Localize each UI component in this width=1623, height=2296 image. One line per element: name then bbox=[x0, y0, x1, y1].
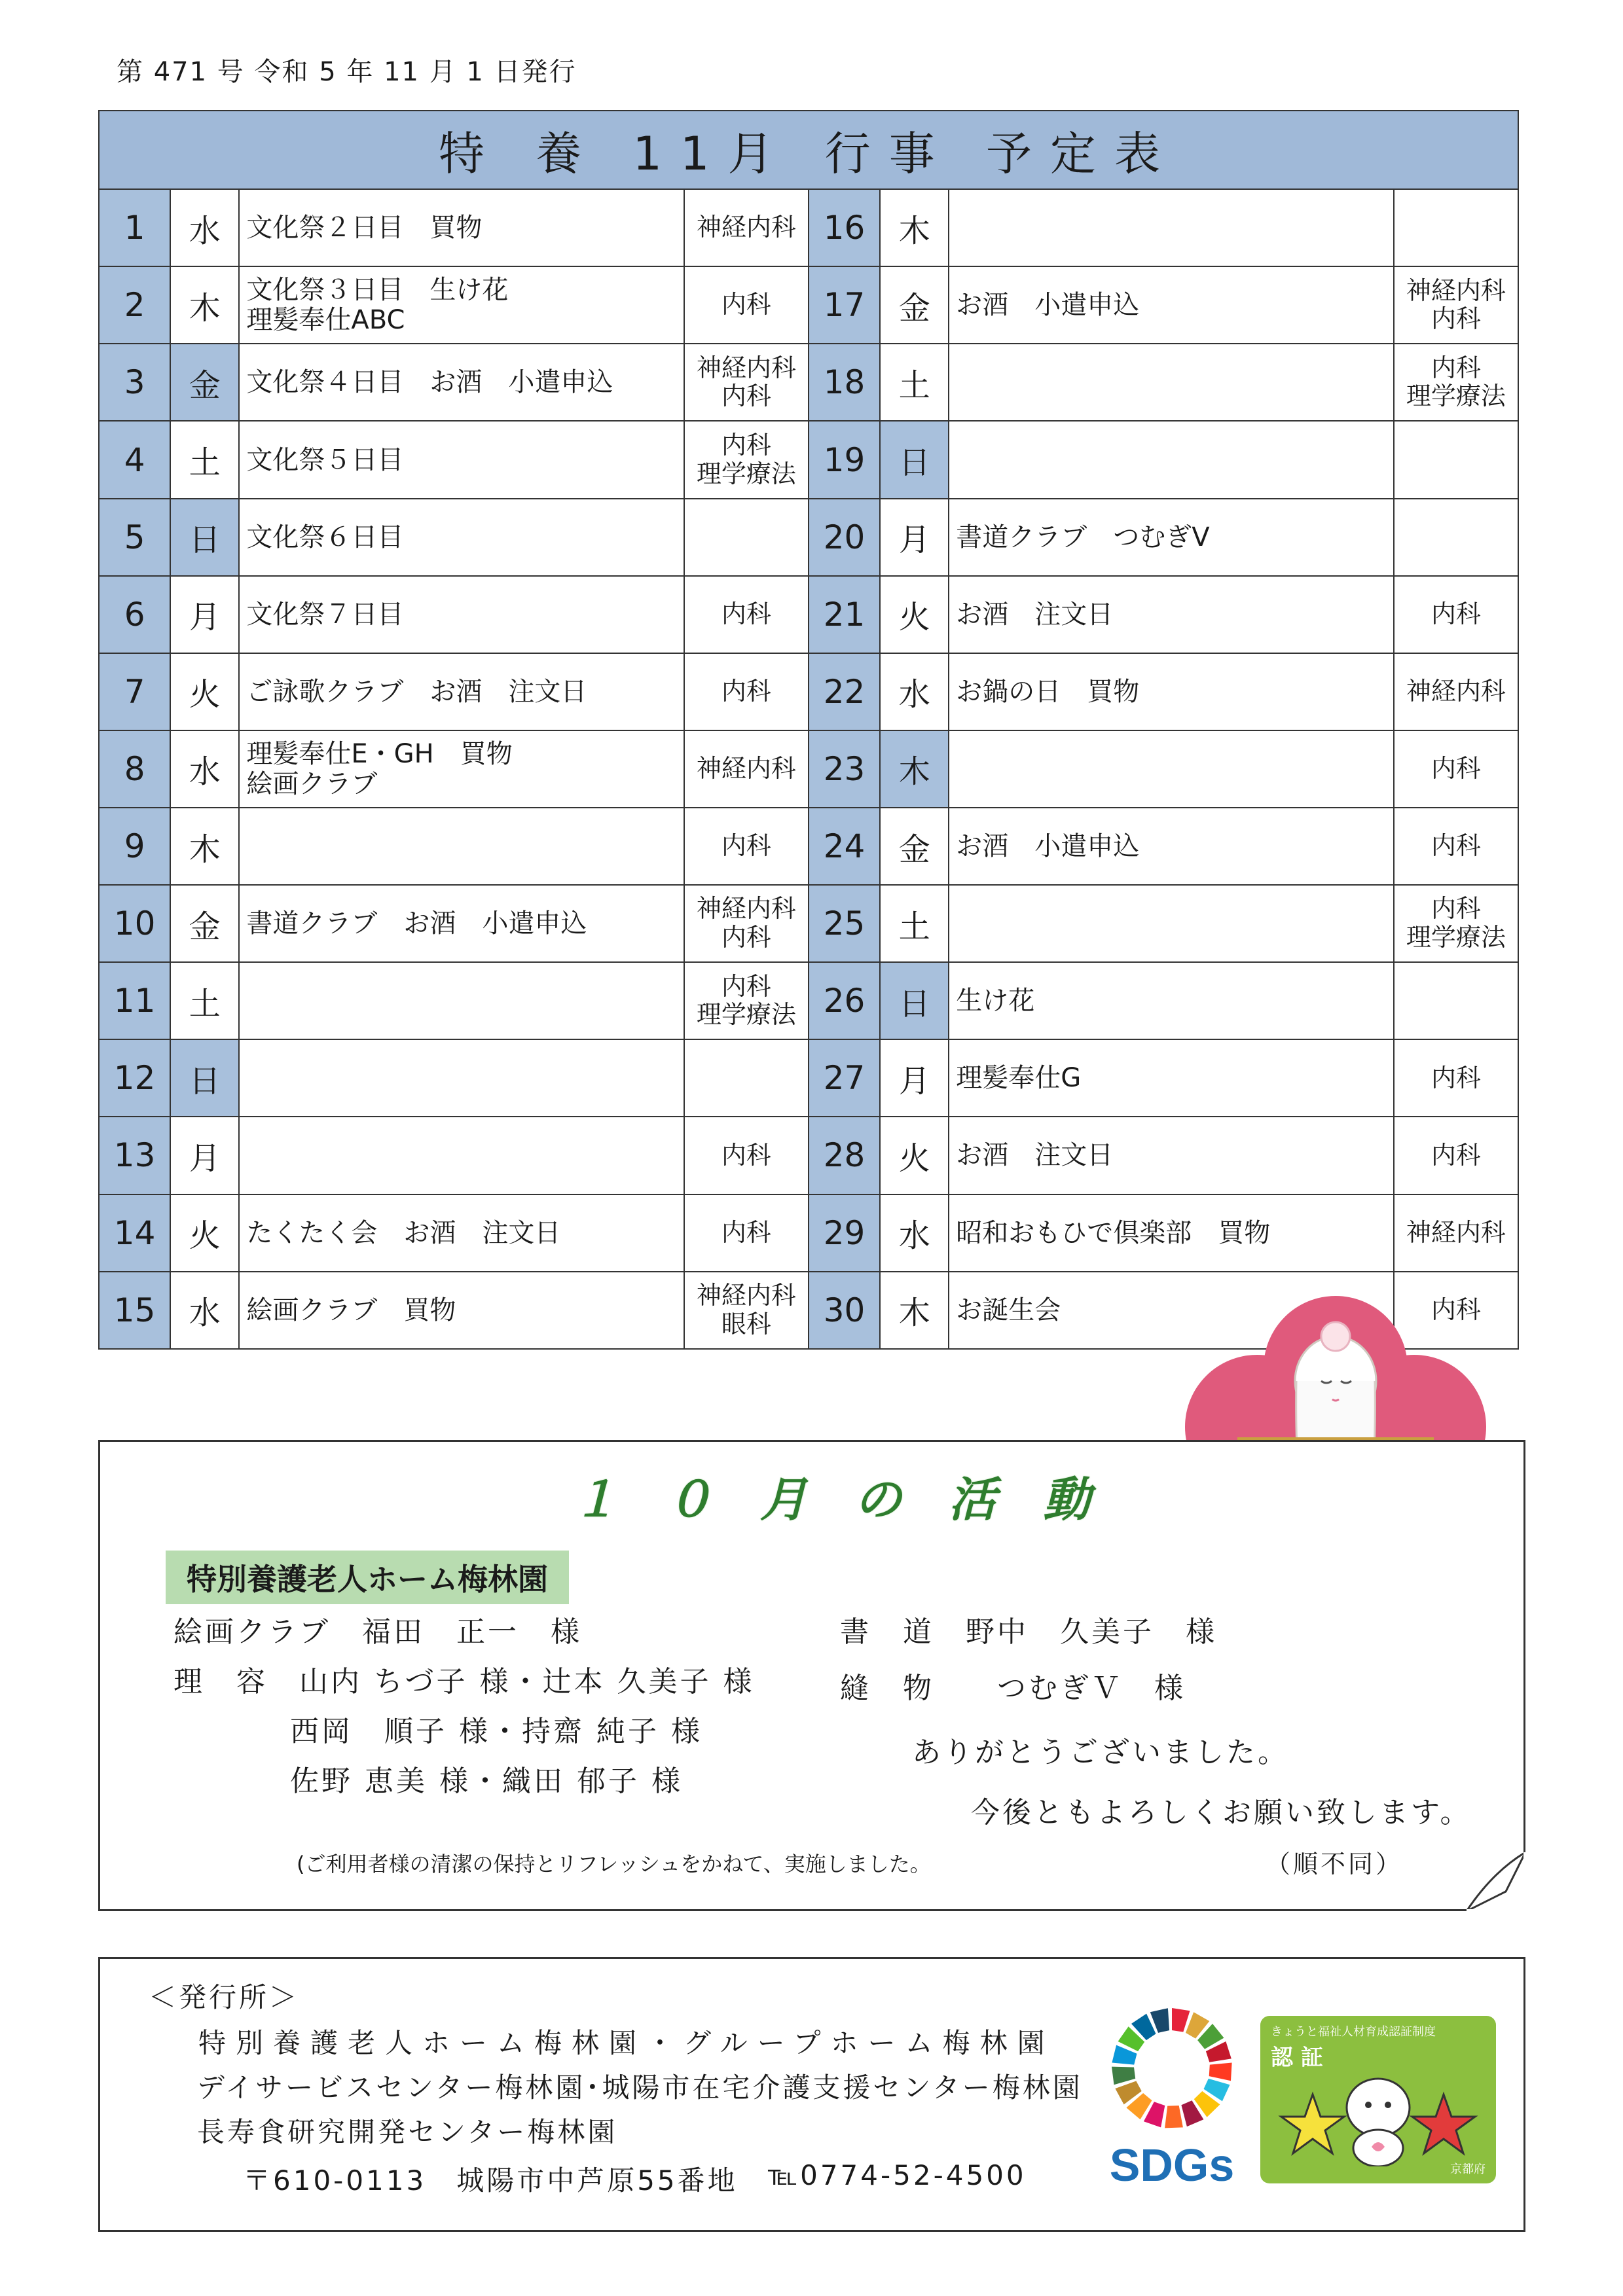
day-number: 25 bbox=[809, 885, 880, 962]
weekday: 月 bbox=[880, 1039, 949, 1117]
event-text: 昭和おもひで倶楽部 買物 bbox=[956, 1217, 1271, 1248]
day-number: 20 bbox=[809, 499, 880, 576]
event-cell bbox=[949, 421, 1393, 498]
event-cell bbox=[949, 189, 1393, 266]
event-cell bbox=[239, 266, 684, 344]
medical-cell bbox=[1394, 962, 1518, 1039]
day-number: 12 bbox=[99, 1039, 170, 1117]
event-cell bbox=[239, 1194, 684, 1272]
medical-cell bbox=[684, 344, 809, 421]
event-cell bbox=[949, 653, 1393, 730]
activity-line-calligraphy: 書 道 野中 久美子 様 bbox=[840, 1615, 1217, 1649]
day-number: 15 bbox=[99, 1272, 170, 1349]
medical-text: 内科 bbox=[1431, 894, 1481, 924]
medical-text: 内科 bbox=[1431, 304, 1481, 334]
event-text: ご詠歌クラブ お酒 注文日 bbox=[246, 676, 587, 707]
thanks-line: ありがとうございました。 bbox=[912, 1736, 1289, 1769]
medical-cell bbox=[1394, 885, 1518, 962]
event-cell bbox=[949, 266, 1393, 344]
event-text: 絵画クラブ 買物 bbox=[246, 1295, 456, 1325]
schedule-row bbox=[99, 421, 1518, 498]
activity-line-barber-3: 佐野 恵美 様・織田 郁子 様 bbox=[290, 1765, 683, 1798]
medical-text: 神経内科 bbox=[696, 213, 796, 242]
event-text: 文化祭６日目 bbox=[246, 522, 404, 552]
medical-text: 内科 bbox=[721, 923, 771, 952]
kyoto-certification-badge: きょうと福祉人材育成認証制度 認 証 京都府 bbox=[1260, 2016, 1496, 2183]
day-number: 3 bbox=[99, 344, 170, 421]
publisher-line-3: 長寿食研究開発センター梅林園 bbox=[197, 2116, 618, 2148]
weekday: 火 bbox=[880, 576, 949, 653]
sdgs-wheel-segment bbox=[1165, 2106, 1183, 2128]
medical-cell bbox=[684, 266, 809, 344]
weekday: 火 bbox=[170, 1194, 239, 1272]
publisher-line-1: 特別養護老人ホーム梅林園・グループホーム梅林園 bbox=[198, 2027, 1055, 2059]
weekday: 水 bbox=[880, 653, 949, 730]
medical-cell bbox=[1394, 1194, 1518, 1272]
weekday: 土 bbox=[880, 344, 949, 421]
event-cell bbox=[949, 576, 1393, 653]
medical-cell bbox=[684, 653, 809, 730]
medical-cell bbox=[1394, 266, 1518, 344]
publisher-tel: ℡0774-52-4500 bbox=[768, 2159, 1027, 2191]
event-text: お誕生会 bbox=[956, 1295, 1061, 1325]
schedule-row bbox=[99, 808, 1518, 885]
sdgs-wheel-segment bbox=[1112, 2067, 1135, 2085]
medical-text: 神経内科 bbox=[1406, 676, 1506, 706]
event-text: 文化祭４日目 お酒 小遣申込 bbox=[246, 367, 613, 398]
day-number: 1 bbox=[99, 189, 170, 266]
day-number: 26 bbox=[809, 962, 880, 1039]
sdgs-wheel-segment bbox=[1209, 2063, 1232, 2081]
event-cell bbox=[239, 576, 684, 653]
medical-cell bbox=[1394, 189, 1518, 266]
day-number: 2 bbox=[99, 266, 170, 344]
medical-text: 内科 bbox=[721, 1217, 771, 1247]
medical-text: 神経内科 bbox=[1406, 1217, 1506, 1247]
medical-cell bbox=[1394, 1117, 1518, 1194]
weekday: 月 bbox=[880, 499, 949, 576]
day-number: 5 bbox=[99, 499, 170, 576]
day-number: 30 bbox=[809, 1272, 880, 1349]
medical-cell bbox=[1394, 1039, 1518, 1117]
event-text: 文化祭７日目 bbox=[246, 599, 404, 630]
day-number: 14 bbox=[99, 1194, 170, 1272]
schedule-row bbox=[99, 730, 1518, 808]
day-number: 13 bbox=[99, 1117, 170, 1194]
event-cell bbox=[949, 344, 1393, 421]
medical-cell bbox=[1394, 576, 1518, 653]
publisher-address: 〒610-0113 城陽市中芦原55番地 bbox=[243, 2164, 738, 2197]
activity-line-barber-2: 西岡 順子 様・持齋 純子 様 bbox=[290, 1715, 702, 1748]
sdgs-logo bbox=[1106, 2003, 1237, 2193]
weekday: 水 bbox=[880, 1194, 949, 1272]
activity-line-barber: 理 容 山内 ちづ子 様・辻本 久美子 様 bbox=[173, 1665, 755, 1698]
medical-cell bbox=[1394, 730, 1518, 808]
event-text: 書道クラブ つむぎV bbox=[956, 522, 1210, 552]
event-cell bbox=[949, 1039, 1393, 1117]
medical-text: 理学療法 bbox=[696, 459, 796, 488]
medical-text: 神経内科 bbox=[696, 353, 796, 382]
event-cell bbox=[239, 885, 684, 962]
medical-cell bbox=[684, 499, 809, 576]
publisher-label: ＜発行所＞ bbox=[149, 1981, 300, 2013]
event-cell bbox=[949, 499, 1393, 576]
weekday: 金 bbox=[170, 344, 239, 421]
weekday: 金 bbox=[880, 266, 949, 344]
weekday: 水 bbox=[170, 1272, 239, 1349]
schedule-row bbox=[99, 962, 1518, 1039]
medical-text: 内科 bbox=[721, 599, 771, 628]
medical-text: 内科 bbox=[1431, 754, 1481, 783]
event-text: お酒 小遣申込 bbox=[956, 290, 1140, 321]
medical-text: 内科 bbox=[1431, 1140, 1481, 1170]
event-cell bbox=[239, 730, 684, 808]
weekday: 土 bbox=[880, 885, 949, 962]
medical-text: 神経内科 bbox=[696, 894, 796, 924]
medical-text: 内科 bbox=[721, 1140, 771, 1170]
day-number: 21 bbox=[809, 576, 880, 653]
regards-line: 今後ともよろしくお願い致します。 bbox=[971, 1796, 1472, 1829]
event-text: 書道クラブ お酒 小遣申込 bbox=[246, 908, 587, 939]
publisher-line-2: デイサービスセンター梅林園･城陽市在宅介護支援センター梅林園 bbox=[197, 2072, 1083, 2104]
event-cell bbox=[239, 962, 684, 1039]
schedule-row bbox=[99, 499, 1518, 576]
day-number: 28 bbox=[809, 1117, 880, 1194]
medical-text: 内科 bbox=[1431, 1063, 1481, 1092]
stars-mascot-icon bbox=[1273, 2068, 1483, 2166]
medical-cell bbox=[1394, 808, 1518, 885]
event-text: 文化祭２日目 買物 bbox=[246, 213, 483, 243]
medical-text: 内科 bbox=[1431, 831, 1481, 861]
day-number: 4 bbox=[99, 421, 170, 498]
schedule-row bbox=[99, 1117, 1518, 1194]
day-number: 6 bbox=[99, 576, 170, 653]
day-number: 9 bbox=[99, 808, 170, 885]
medical-text: 理学療法 bbox=[1406, 382, 1506, 411]
medical-text: 神経内科 bbox=[696, 754, 796, 783]
medical-cell bbox=[684, 1039, 809, 1117]
medical-text: 理学療法 bbox=[696, 1000, 796, 1030]
medical-cell bbox=[684, 1117, 809, 1194]
schedule-title: 特 養 11月 行事 予定表 bbox=[99, 111, 1518, 189]
schedule-row bbox=[99, 885, 1518, 962]
day-number: 29 bbox=[809, 1194, 880, 1272]
event-text: 理髪奉仕ABC bbox=[246, 305, 405, 336]
issue-date: 第 471 号 令和 5 年 11 月 1 日発行 bbox=[117, 57, 577, 87]
medical-text: 内科 bbox=[1431, 599, 1481, 628]
medical-cell bbox=[1394, 344, 1518, 421]
weekday: 金 bbox=[880, 808, 949, 885]
event-text: お酒 注文日 bbox=[956, 1140, 1114, 1171]
activity-line-art-club: 絵画クラブ 福田 正一 様 bbox=[173, 1615, 582, 1649]
medical-text: 内科 bbox=[721, 971, 771, 1001]
weekday: 木 bbox=[170, 808, 239, 885]
event-text: お酒 小遣申込 bbox=[956, 831, 1140, 862]
weekday: 土 bbox=[170, 421, 239, 498]
event-text: 理髪奉仕E・GH 買物 bbox=[246, 738, 513, 769]
schedule-row bbox=[99, 344, 1518, 421]
activity-line-sewing: 縫 物 つむぎＶ 様 bbox=[840, 1672, 1186, 1705]
event-cell bbox=[239, 1272, 684, 1349]
medical-text: 内科 bbox=[721, 382, 771, 411]
weekday: 火 bbox=[170, 653, 239, 730]
day-number: 19 bbox=[809, 421, 880, 498]
event-text: たくたく会 お酒 注文日 bbox=[246, 1217, 561, 1248]
schedule-row bbox=[99, 576, 1518, 653]
medical-cell bbox=[684, 1272, 809, 1349]
sdgs-wheel-segment bbox=[1172, 2008, 1190, 2032]
event-text: 文化祭５日目 bbox=[246, 444, 404, 475]
event-cell bbox=[949, 1194, 1393, 1272]
activities-title: １０月の活動 bbox=[572, 1472, 1138, 1527]
schedule-row bbox=[99, 1194, 1518, 1272]
weekday: 木 bbox=[880, 730, 949, 808]
day-number: 7 bbox=[99, 653, 170, 730]
medical-cell bbox=[684, 189, 809, 266]
event-cell bbox=[239, 1117, 684, 1194]
weekday: 月 bbox=[170, 576, 239, 653]
medical-cell bbox=[684, 421, 809, 498]
day-number: 17 bbox=[809, 266, 880, 344]
day-number: 16 bbox=[809, 189, 880, 266]
medical-text: 眼科 bbox=[721, 1309, 771, 1338]
activity-footnote: (ご利用者様の清潔の保持とリフレッシュをかねて、実施しました。 bbox=[297, 1852, 931, 1876]
medical-cell bbox=[1394, 499, 1518, 576]
event-cell bbox=[949, 1117, 1393, 1194]
medical-text: 内科 bbox=[721, 676, 771, 706]
medical-text: 内科 bbox=[1431, 353, 1481, 382]
medical-cell bbox=[684, 808, 809, 885]
event-text: 文化祭３日目 生け花 bbox=[246, 275, 509, 306]
event-cell bbox=[949, 808, 1393, 885]
weekday: 月 bbox=[170, 1117, 239, 1194]
weekday: 木 bbox=[880, 189, 949, 266]
weekday: 土 bbox=[170, 962, 239, 1039]
medical-text: 内科 bbox=[721, 290, 771, 319]
day-number: 23 bbox=[809, 730, 880, 808]
svg-text:SDGs: SDGs bbox=[1109, 2140, 1235, 2191]
event-text: 生け花 bbox=[956, 986, 1035, 1016]
weekday: 水 bbox=[170, 730, 239, 808]
page-fold-corner bbox=[1467, 1852, 1525, 1911]
order-note: （順不同） bbox=[1266, 1850, 1404, 1878]
weekday: 水 bbox=[170, 189, 239, 266]
weekday: 木 bbox=[170, 266, 239, 344]
medical-cell bbox=[684, 885, 809, 962]
october-activities-box bbox=[98, 1440, 1525, 1911]
event-cell bbox=[239, 421, 684, 498]
medical-cell bbox=[1394, 421, 1518, 498]
day-number: 18 bbox=[809, 344, 880, 421]
schedule-row bbox=[99, 1039, 1518, 1117]
medical-text: 神経内科 bbox=[696, 1281, 796, 1310]
medical-cell bbox=[684, 962, 809, 1039]
medical-cell bbox=[684, 576, 809, 653]
medical-text: 内科 bbox=[721, 430, 771, 459]
weekday: 日 bbox=[880, 421, 949, 498]
medical-text: 理学療法 bbox=[1406, 923, 1506, 952]
event-cell bbox=[949, 730, 1393, 808]
event-cell bbox=[239, 653, 684, 730]
day-number: 22 bbox=[809, 653, 880, 730]
schedule-row bbox=[99, 266, 1518, 344]
event-cell bbox=[239, 344, 684, 421]
weekday: 日 bbox=[880, 962, 949, 1039]
day-number: 10 bbox=[99, 885, 170, 962]
event-text: 理髪奉仕G bbox=[956, 1063, 1082, 1094]
weekday: 木 bbox=[880, 1272, 949, 1349]
event-cell bbox=[239, 808, 684, 885]
weekday: 金 bbox=[170, 885, 239, 962]
medical-text: 内科 bbox=[721, 831, 771, 861]
event-text: お鍋の日 買物 bbox=[956, 676, 1140, 707]
schedule-row bbox=[99, 189, 1518, 266]
weekday: 日 bbox=[170, 499, 239, 576]
medical-text: 内科 bbox=[1431, 1295, 1481, 1324]
event-cell bbox=[949, 885, 1393, 962]
schedule-row bbox=[99, 653, 1518, 730]
event-cell bbox=[239, 499, 684, 576]
event-text: お酒 注文日 bbox=[956, 599, 1114, 630]
medical-cell bbox=[684, 1194, 809, 1272]
day-number: 11 bbox=[99, 962, 170, 1039]
day-number: 27 bbox=[809, 1039, 880, 1117]
weekday: 火 bbox=[880, 1117, 949, 1194]
medical-cell bbox=[1394, 653, 1518, 730]
event-cell bbox=[239, 1039, 684, 1117]
event-cell bbox=[239, 189, 684, 266]
day-number: 8 bbox=[99, 730, 170, 808]
facility-label: 特別養護老人ホーム梅林園 bbox=[166, 1551, 569, 1604]
day-number: 24 bbox=[809, 808, 880, 885]
medical-cell bbox=[684, 730, 809, 808]
event-text: 絵画クラブ bbox=[246, 768, 378, 799]
schedule-table bbox=[98, 110, 1519, 1350]
medical-text: 神経内科 bbox=[1406, 276, 1506, 305]
event-cell bbox=[949, 962, 1393, 1039]
weekday: 日 bbox=[170, 1039, 239, 1117]
